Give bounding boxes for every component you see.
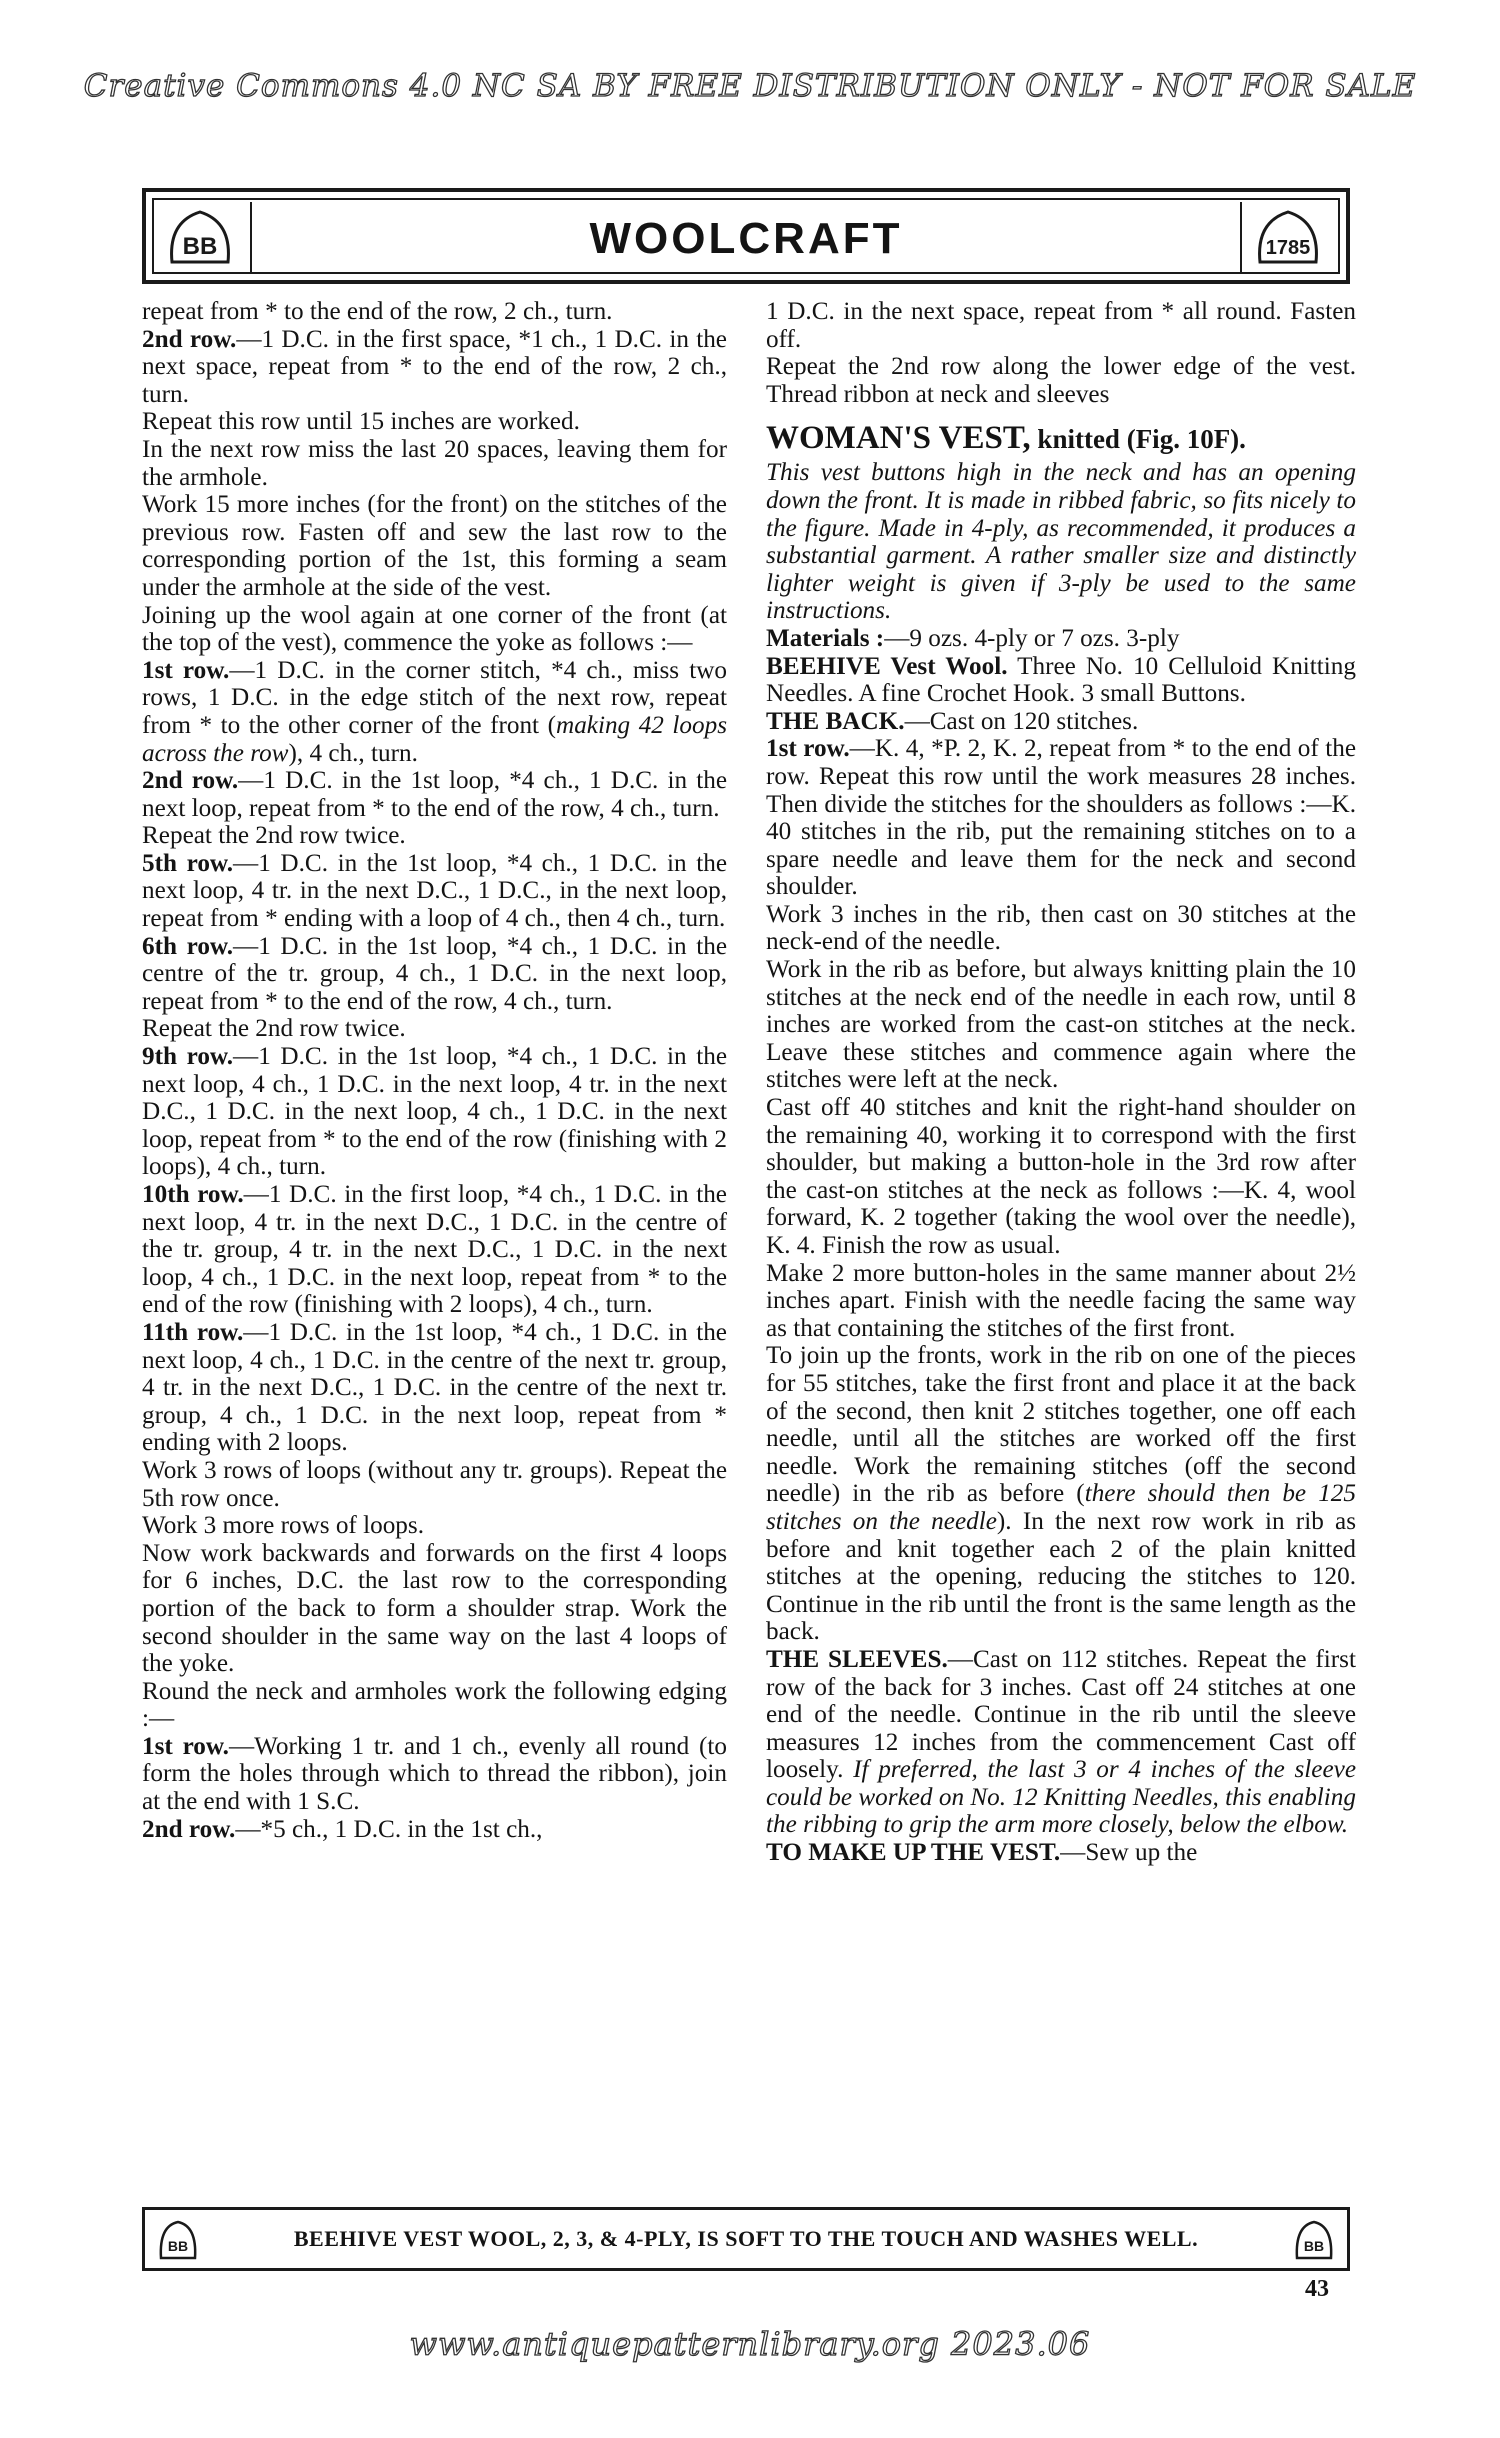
- row-label: 10th row.: [142, 1181, 244, 1208]
- paragraph: Repeat this row until 15 inches are worked.: [142, 408, 580, 436]
- paragraph: [142, 1319, 727, 1457]
- beehive-logo-icon: [1291, 2218, 1337, 2262]
- paragraph: [766, 708, 1356, 736]
- text: —1 D.C. in the 1st loop, *4 ch., 1 D.C. in the next loop, 4 ch., 1 D.C. in the centre of the next tr. group, 4 tr. in the next D.C., 1 D.C. in the centre of the next tr. group, 4 ch., 1 D.C. in the next loop, repeat from * ending with 2 loops.: [142, 1318, 727, 1457]
- text: —1 D.C. in the corner stitch, *4 ch., miss two rows, 1 D.C. in the edge stitch of the next row, repeat from * to the other corner of the front (: [142, 656, 727, 739]
- text: ), 4 ch., turn.: [288, 739, 418, 767]
- text: repeat from * to the end of the row, 2 ch., turn.: [142, 298, 613, 325]
- paragraph: Repeat the 2nd row along the lower edge of the vest. Thread ribbon at neck and sleeves: [766, 353, 1356, 408]
- right-column: [766, 298, 1356, 1867]
- paragraph: [766, 735, 1356, 901]
- text: —1 D.C. in the 1st loop, *4 ch., 1 D.C. in the centre of the tr. group, 4 ch., 1 D.C. in the next loop, repeat from * to the end of the row, 4 ch., turn.: [142, 932, 727, 1015]
- row-label: 1st row.: [142, 656, 230, 684]
- italic-intro: This vest buttons high in the neck and has an opening down the front. It is made in ribbed fabric, so fits nicely to the figure. Made in 4-ply, as recommended, it produces a substantial garment. A rather smaller size and distinctly lighter weight is given if 3-ply be used to the same instructions.: [766, 459, 1356, 625]
- paragraph: Work 3 inches in the rib, then cast on 30 stitches at the neck-end of the needle.: [766, 900, 1356, 956]
- paragraph: Work 3 more rows of loops.: [142, 1512, 424, 1540]
- footer-text: BEEHIVE VEST WOOL, 2, 3, & 4-PLY, IS SOFT TO THE TOUCH AND WASHES WELL.: [293, 2226, 1199, 2251]
- paragraph: [142, 767, 727, 822]
- row-label: 6th row.: [142, 932, 234, 960]
- text: —1 D.C. in the 1st loop, *4 ch., 1 D.C. in the next loop, 4 tr. in the next D.C., 1 D.C., in the next loop, repeat from * ending with a loop of 4 ch., then 4 ch., turn.: [142, 849, 727, 933]
- paragraph: [766, 1342, 1356, 1646]
- logo-text-left: BB: [182, 233, 218, 260]
- text: To join up the fronts, work in the rib on one of the pieces for 55 stitches, take the first front and place it at the back of the second, then knit 2 stitches together, one off each needle, until all the stitches are worked off the first needle. Work the remaining stitches (off the second needle) in the rib as before (: [766, 1342, 1356, 1508]
- paragraph: Cast off 40 stitches and knit the right-hand shoulder on the remaining 40, working it to correspond with the first shoulder, but making a button-hole in the 3rd row after the cast-on stitches at the neck as follows :—K. 4, wool forward, K. 2 together (taking the wool over the needle), K. 4. Finish the row as usual.: [766, 1094, 1356, 1259]
- paragraph: [142, 933, 727, 1016]
- beehive-year-logo-icon: [1240, 202, 1338, 274]
- page-title: WOOLCRAFT: [589, 214, 903, 263]
- text: —Working 1 tr. and 1 ch., evenly all round (to form the holes through which to thread the ribbon), join at the end with 1 S.C.: [142, 1732, 727, 1816]
- heading-title: WOMAN'S VEST,: [766, 420, 1031, 457]
- section-heading: [766, 418, 1356, 459]
- text: Three No. 10 Celluloid Knitting Needles. A fine Crochet Hook. 3 small Buttons.: [766, 652, 1356, 708]
- italic-note: If preferred, the last 3 or 4 inches of the sleeve could be worked on No. 12 Knitting Needles, this enabling the ribbing to grip the arm more closely, below the elbow.: [766, 1756, 1356, 1839]
- text: —Sew up the: [1060, 1839, 1198, 1867]
- text: —*5 ch., 1 D.C. in the 1st ch.,: [235, 1815, 543, 1843]
- row-label: Materials :: [766, 624, 885, 652]
- section-label: TO MAKE UP THE VEST.: [766, 1839, 1061, 1867]
- paragraph: [766, 1839, 1356, 1867]
- row-label: 5th row.: [142, 849, 234, 877]
- paragraph: Round the neck and armholes work the following edging :—: [142, 1677, 727, 1733]
- paragraph: [142, 657, 727, 767]
- paragraph: Work 3 rows of loops (without any tr. groups). Repeat the 5th row once.: [142, 1456, 727, 1512]
- section-label: THE SLEEVES.: [766, 1645, 948, 1673]
- text: —1 D.C. in the first loop, *4 ch., 1 D.C. in the next loop, 4 tr. in the next D.C., 1 D.C. in the centre of the tr. group, 4 tr. in the next D.C., 1 D.C. in the next loop, 4 ch., 1 D.C. in the next loop, repeat from * to the end of the row (finishing with 2 loops), 4 ch., turn.: [142, 1181, 727, 1319]
- brand-name: BEEHIVE Vest Wool.: [766, 652, 1008, 680]
- left-column: [142, 298, 727, 1843]
- row-label: 2nd row.: [142, 325, 237, 353]
- text: —Cast on 120 stitches.: [904, 707, 1139, 735]
- paragraph: In the next row miss the last 20 spaces, leaving them for the armhole.: [142, 435, 727, 491]
- row-label: 11th row.: [142, 1318, 244, 1346]
- text: —Cast on 112 stitches. Repeat the first row of the back for 3 inches. Cast off 24 stitches at one end of the needle. Continue in the rib until the sleeve measures 12 inches from the commencement Cast off loosely.: [766, 1645, 1356, 1784]
- page-header: [142, 188, 1350, 284]
- paragraph: [766, 459, 1356, 625]
- paragraph: [142, 1181, 727, 1319]
- paragraph: Work in the rib as before, but always knitting plain the 10 stitches at the neck end of the needle in each row, until 8 inches are worked from the cast-on stitches at the neck. Leave these stitches and commence again where the stitches were left at the neck.: [766, 956, 1356, 1094]
- paragraph: Work 15 more inches (for the front) on the stitches of the previous row. Fasten off and sew the last row to the corresponding portion of the 1st, this forming a seam under the armhole at the side of the vest.: [142, 491, 727, 601]
- row-label: 2nd row.: [142, 1815, 236, 1843]
- watermark-bottom: www.antiquepatternlibrary.org 2023.06: [409, 2325, 1091, 2363]
- text: —1 D.C. in the 1st loop, *4 ch., 1 D.C. in the next loop, repeat from * to the end of the row, 4 ch., turn.: [142, 767, 727, 822]
- paragraph: Repeat the 2nd row twice.: [142, 1015, 406, 1043]
- watermark-top: Creative Commons 4.0 NC SA BY FREE DISTRIBUTION ONLY - NOT FOR SALE: [83, 68, 1417, 104]
- figure-ref: (Fig. 10F).: [1126, 424, 1246, 455]
- section-label: THE BACK.: [766, 707, 905, 735]
- paragraph: 1 D.C. in the next space, repeat from * all round. Fasten off.: [766, 298, 1356, 353]
- paragraph: [142, 1043, 727, 1181]
- paragraph: Joining up the wool again at one corner of the front (at the top of the vest), commence the yoke as follows :—: [142, 601, 727, 657]
- paragraph: [766, 625, 1356, 708]
- footer-logo-text-right: BB: [1303, 2238, 1325, 2254]
- text: —K. 4, *P. 2, K. 2, repeat from * to the end of the row. Repeat this row until the work measures 28 inches. Then divide the stitches for the shoulders as follows :—K. 40 stitches in the rib, put the remaining stitches on to a spare needle and leave them for the neck and second shoulder.: [766, 735, 1356, 901]
- paragraph: Make 2 more button-holes in the same manner about 2½ inches apart. Finish with the needle facing the same way as that containing the stitches of the first front.: [766, 1259, 1356, 1342]
- footer-banner: [142, 2207, 1350, 2271]
- paragraph: [142, 850, 727, 933]
- paragraph: Repeat the 2nd row twice.: [142, 822, 406, 850]
- heading-sub: knitted: [1030, 424, 1127, 455]
- text: —1 D.C. in the 1st loop, *4 ch., 1 D.C. in the next loop, 4 ch., 1 D.C. in the next loop, 4 tr. in the next D.C., 1 D.C. in the next loop, 4 ch., 1 D.C. in the next loop, repeat from * to the end of the row (finishing with 2 loops), 4 ch., turn.: [142, 1043, 727, 1181]
- paragraph: [142, 1816, 727, 1844]
- logo-text-right: 1785: [1265, 237, 1311, 259]
- page-number: 43: [1305, 2276, 1329, 2302]
- header-inner-frame: [152, 198, 1340, 274]
- italic-note: there should then be 125 stitches on the needle: [766, 1480, 1356, 1535]
- italic-note: making 42 loops across the row: [142, 711, 728, 767]
- paragraph: [142, 1733, 727, 1816]
- paragraph: [142, 298, 727, 408]
- row-label: 1st row.: [766, 735, 850, 763]
- row-label: 1st row.: [142, 1732, 229, 1760]
- footer-logo-text-left: BB: [167, 2238, 189, 2254]
- row-label: 2nd row.: [142, 767, 239, 795]
- text: ). In the next row work in rib as before and knit together each 2 of the plain knitted stitches at the opening, reducing the stitches to 120. Continue in the rib until the front is the same length as the back.: [766, 1507, 1356, 1646]
- row-label: 9th row.: [142, 1043, 234, 1071]
- text: —9 ozs. 4-ply or 7 ozs. 3-ply: [884, 624, 1180, 652]
- paragraph: Now work backwards and forwards on the first 4 loops for 6 inches, D.C. the last row to the corresponding portion of the back to form a shoulder strap. Work the second shoulder in the same way on the last 4 loops of the yoke.: [142, 1539, 727, 1678]
- paragraph: [766, 1646, 1356, 1839]
- text: —1 D.C. in the first space, *1 ch., 1 D.C. in the next space, repeat from * to the end of the row, 2 ch., turn.: [142, 325, 727, 408]
